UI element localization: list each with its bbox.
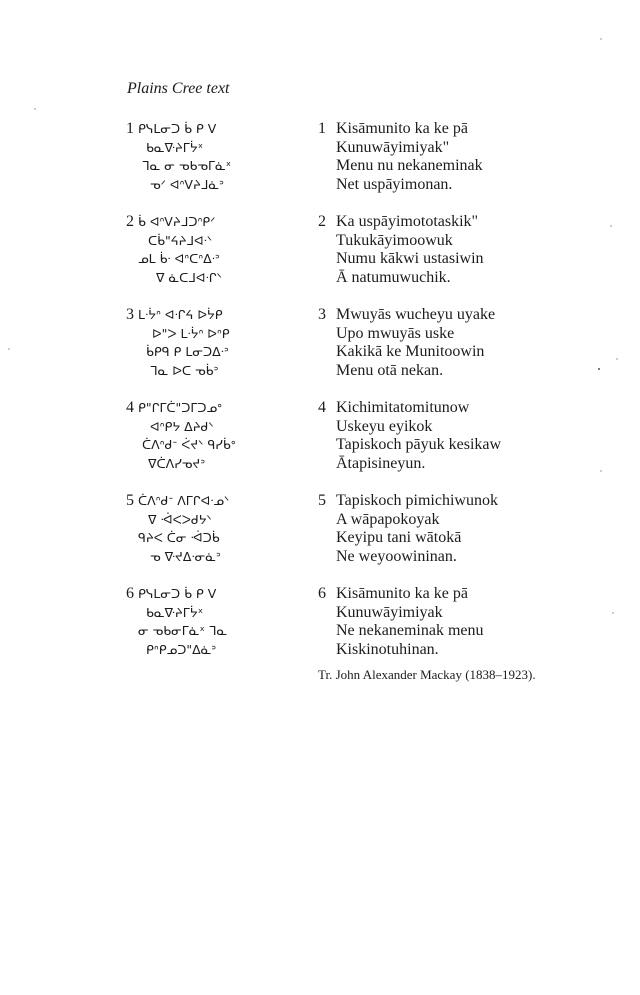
- latin-line: Upo mwuyās uske: [336, 324, 455, 342]
- syllabic-line: ᐁᑖᐱᓯᓀᔪᐣ: [148, 455, 206, 471]
- latin-line: Tapiskoch pāyuk kesikaw: [336, 436, 502, 453]
- latin-stanza-1: [318, 120, 618, 213]
- stanza-number: 4: [318, 399, 326, 416]
- stanza-number: 2: [126, 213, 134, 230]
- stanza-number: 1: [318, 120, 326, 137]
- latin-line: Kunuwāyimiyak": [336, 138, 450, 156]
- latin-line: Kunuwāyimiyak: [336, 603, 443, 621]
- stanza-number: 3: [126, 306, 134, 323]
- stanza-number: 4: [126, 399, 134, 416]
- syllabic-line: ᓂ ᓀᑲᓂᒥᓈˣ ᒣᓇ: [138, 623, 228, 638]
- syllabic-line: ᑫᔨᐸ ᑖᓂ ᐙᑐᑳ: [138, 530, 220, 545]
- syllabic-stanza-5: [118, 492, 303, 585]
- latin-line: Numu kākwi ustasiwin: [336, 250, 484, 267]
- latin-line: Ka uspāyimototaskik": [336, 213, 479, 230]
- scan-speck: [616, 358, 618, 360]
- scan-speck: [610, 225, 612, 227]
- syllabic-line: ᐁ ᐙᐸᐳᑯᔭᐠ: [148, 511, 212, 527]
- stanza-number: 6: [318, 585, 326, 602]
- syllabic-line: ᓀᐟ ᐊᐢᐯᔨᒧᓈᐣ: [150, 176, 224, 192]
- latin-line: Keyipu tani wātokā: [336, 529, 462, 546]
- syllabic-line: ᑲᓇᐍᔨᒥᔮˣ: [146, 139, 204, 155]
- scan-speck: [600, 470, 602, 472]
- latin-line: Kiskinotuhinan.: [336, 640, 439, 658]
- scan-speck: [8, 348, 10, 350]
- syllabic-stanza-4: [118, 399, 303, 492]
- syllabic-line: ᐁ ᓈᑕᒧᐊᐧᒋᐠ: [156, 269, 222, 285]
- syllabic-stanza-6: [118, 585, 303, 678]
- latin-line: Tukukāyimoowuk: [336, 231, 453, 249]
- latin-line: Kakikā ke Munitoowin: [336, 343, 485, 360]
- latin-line: Kichimitatomitunow: [336, 399, 470, 416]
- latin-line: A wāpapokoyak: [336, 510, 440, 528]
- latin-line: Mwuyās wucheyu uyake: [336, 306, 496, 323]
- latin-line: Menu otā nekan.: [336, 361, 444, 379]
- syllabic-line: ᐅ"ᐳ ᒪᐧᔮᐢ ᐅᐢᑭ: [152, 325, 230, 341]
- syllabic-line: ᐊᐢᑭᔭ ᐃᔨᑯᐠ: [150, 418, 214, 434]
- syllabic-line: ᑕᑳ"ᔦᔨᒧᐊᐧᐠ: [148, 232, 213, 248]
- syllabic-line: ᒣᓇ ᓂ ᓀᑲᓀᒥᓈˣ: [142, 158, 232, 173]
- latin-line: Kisāmunito ka ke pā: [336, 120, 468, 137]
- syllabic-line: ᑭᓭᒪᓂᑐ ᑳ ᑭ ᐯ: [138, 121, 217, 136]
- latin-line: Tapiskoch pimichiwunok: [336, 492, 498, 509]
- syllabic-line: ᑭᐢᑭᓄᑐ"ᐃᓈᐣ: [146, 641, 217, 657]
- syllabic-line: ᑖᐱᐢᑯᐨ ᐹᔪᐠ ᑫᓯᑳᐤ: [142, 437, 236, 452]
- latin-column: [318, 120, 618, 678]
- latin-line: Ā natumuwuchik.: [336, 268, 451, 286]
- latin-line: Ātapisineyun.: [336, 454, 426, 472]
- latin-stanza-3: [318, 306, 618, 399]
- stanza-number: 3: [318, 306, 326, 323]
- latin-line: Net uspāyimonan.: [336, 175, 453, 193]
- syllabic-column: [118, 120, 303, 678]
- stanza-number: 6: [126, 585, 134, 602]
- syllabic-line: ᒣᓇ ᐅᑕ ᓀᑳᐣ: [150, 362, 219, 378]
- stanza-number: 5: [126, 492, 134, 509]
- latin-line: Kisāmunito ka ke pā: [336, 585, 468, 602]
- latin-line: Uskeyu eyikok: [336, 417, 433, 435]
- syllabic-line: ᑲᓇᐍᔨᒥᔮˣ: [146, 604, 204, 620]
- syllabic-line: ᑳ ᐊᐢᐯᔨᒧᑐᐢᑭᐟ: [138, 214, 216, 229]
- stanza-number: 2: [318, 213, 326, 230]
- syllabic-line: ᑖᐱᐢᑯᐨ ᐱᒥᒋᐊᐧᓄᐠ: [138, 493, 230, 508]
- scan-speck: [612, 612, 614, 614]
- syllabic-stanza-1: [118, 120, 303, 213]
- latin-stanza-6: [318, 585, 618, 678]
- syllabic-line: ᑭᓭᒪᓂᑐ ᑳ ᑭ ᐯ: [138, 586, 217, 601]
- latin-stanza-2: [318, 213, 618, 306]
- syllabic-line: ᑳᑭᑫ ᑭ ᒪᓂᑐᐃᐧᐣ: [146, 344, 229, 359]
- page-heading: Plains Cree text: [127, 80, 230, 97]
- syllabic-line: ᑭ"ᒋᒥᑖ"ᑐᒥᑐᓄᐤ: [138, 400, 223, 415]
- translator-credit: Tr. John Alexander Mackay (1838–1923).: [318, 667, 536, 682]
- latin-line: Menu nu nekaneminak: [336, 157, 483, 174]
- latin-stanza-5: [318, 492, 618, 585]
- latin-stanza-4: [318, 399, 618, 492]
- latin-line: Ne weyoowininan.: [336, 547, 457, 565]
- stanza-number: 5: [318, 492, 326, 509]
- stanza-number: 1: [126, 120, 134, 137]
- syllabic-line: ᒪᐧᔮᐢ ᐊᐧᒋᔦ ᐅᔮᑭ: [138, 307, 223, 322]
- syllabic-line: ᓀ ᐍᔪᐃᐧᓂᓈᐣ: [150, 548, 221, 564]
- syllabic-stanza-3: [118, 306, 303, 399]
- scan-speck: [598, 368, 600, 370]
- scan-speck: [34, 108, 36, 110]
- latin-line: Ne nekaneminak menu: [336, 622, 484, 639]
- scan-speck: [600, 38, 602, 40]
- syllabic-line: ᓄᒪ ᑳᐧ ᐊᐢᑕᐢᐃᐧᐣ: [138, 251, 220, 266]
- syllabic-stanza-2: [118, 213, 303, 306]
